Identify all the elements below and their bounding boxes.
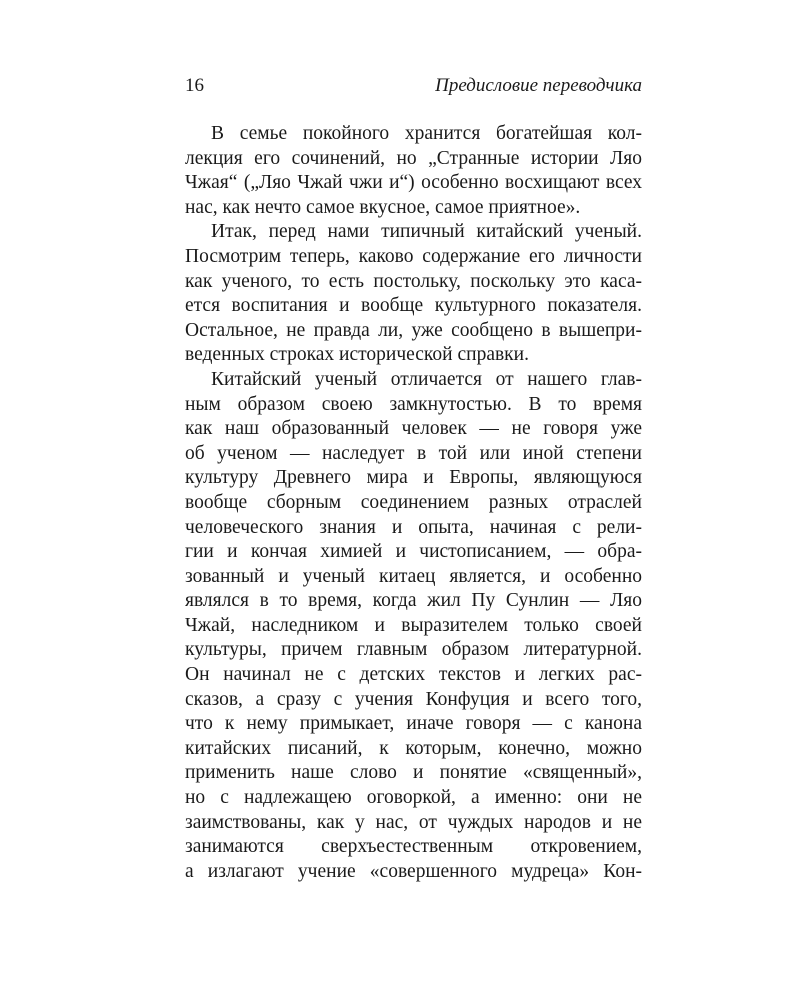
text-line: гии и кончая химией и чистописанием, — обра-	[185, 541, 642, 563]
text-line: культуру Древнего мира и Европы, являющуюся	[185, 467, 642, 489]
text-line: вообще сборным соединением разных отраслей	[185, 491, 642, 513]
paragraph	[185, 220, 642, 368]
body-text	[185, 122, 642, 884]
text-line: Чжая“ („Ляо Чжай чжи и“) особенно восхищают всех	[185, 172, 642, 194]
text-line: нас, как нечто самое вкусное, самое приятное».	[185, 196, 581, 218]
text-line: сказов, а сразу с учения Конфуция и всего того,	[185, 688, 642, 710]
text-line: зованный и ученый китаец является, и особенно	[185, 565, 642, 587]
text-line: применить наше слово и понятие «священный»,	[185, 762, 642, 784]
text-line: Он начинал не с детских текстов и легких рас-	[185, 664, 642, 686]
text-line: культуры, причем главным образом литературной.	[185, 639, 642, 661]
text-line: Китайский ученый отличается от нашего глав-	[211, 368, 642, 390]
text-line: В семье покойного хранится богатейшая кол-	[211, 123, 642, 144]
paragraph	[185, 368, 642, 884]
text-line: что к нему примыкает, иначе говоря — с канона	[185, 713, 642, 735]
text-line: ным образом своею замкнутостью. В то время	[185, 393, 642, 415]
text-line: заимствованы, как у нас, от чуждых народов и не	[185, 811, 642, 833]
text-line: ется воспитания и вообще культурного показателя.	[185, 295, 642, 317]
book-page	[185, 72, 642, 932]
page-number: 16	[185, 75, 204, 96]
text-line: являлся в то время, когда жил Пу Сунлин — Ляо	[185, 590, 642, 612]
paragraph	[185, 122, 642, 220]
text-line: занимаются сверхъестественным откровением,	[185, 836, 642, 858]
text-line: Посмотрим теперь, каково содержание его личности	[185, 245, 642, 267]
text-line: Остальное, не правда ли, уже сообщено в вышепри-	[185, 319, 642, 341]
text-line: китайских писаний, к которым, конечно, можно	[185, 737, 642, 759]
text-line: а излагают учение «совершенного мудреца» Кон-	[185, 860, 642, 882]
running-head	[185, 72, 642, 102]
text-line: Чжай, наследником и выразителем только своей	[185, 614, 642, 636]
text-line: как ученого, то есть постольку, поскольку это каса-	[185, 270, 642, 292]
text-line: человеческого знания и опыта, начиная с рели-	[185, 516, 642, 538]
text-line: веденных строках исторической справки.	[185, 344, 529, 366]
text-line: об ученом — наследует в той или иной степени	[185, 442, 642, 464]
running-title: Предисловие переводчика	[435, 75, 642, 96]
text-line: лекция его сочинений, но „Странные истории Ляо	[185, 147, 642, 169]
text-line: но с надлежащею оговоркой, а именно: они не	[185, 787, 642, 809]
text-line: Итак, перед нами типичный китайский ученый.	[211, 221, 642, 243]
text-line: как наш образованный человек — не говоря уже	[185, 418, 642, 440]
